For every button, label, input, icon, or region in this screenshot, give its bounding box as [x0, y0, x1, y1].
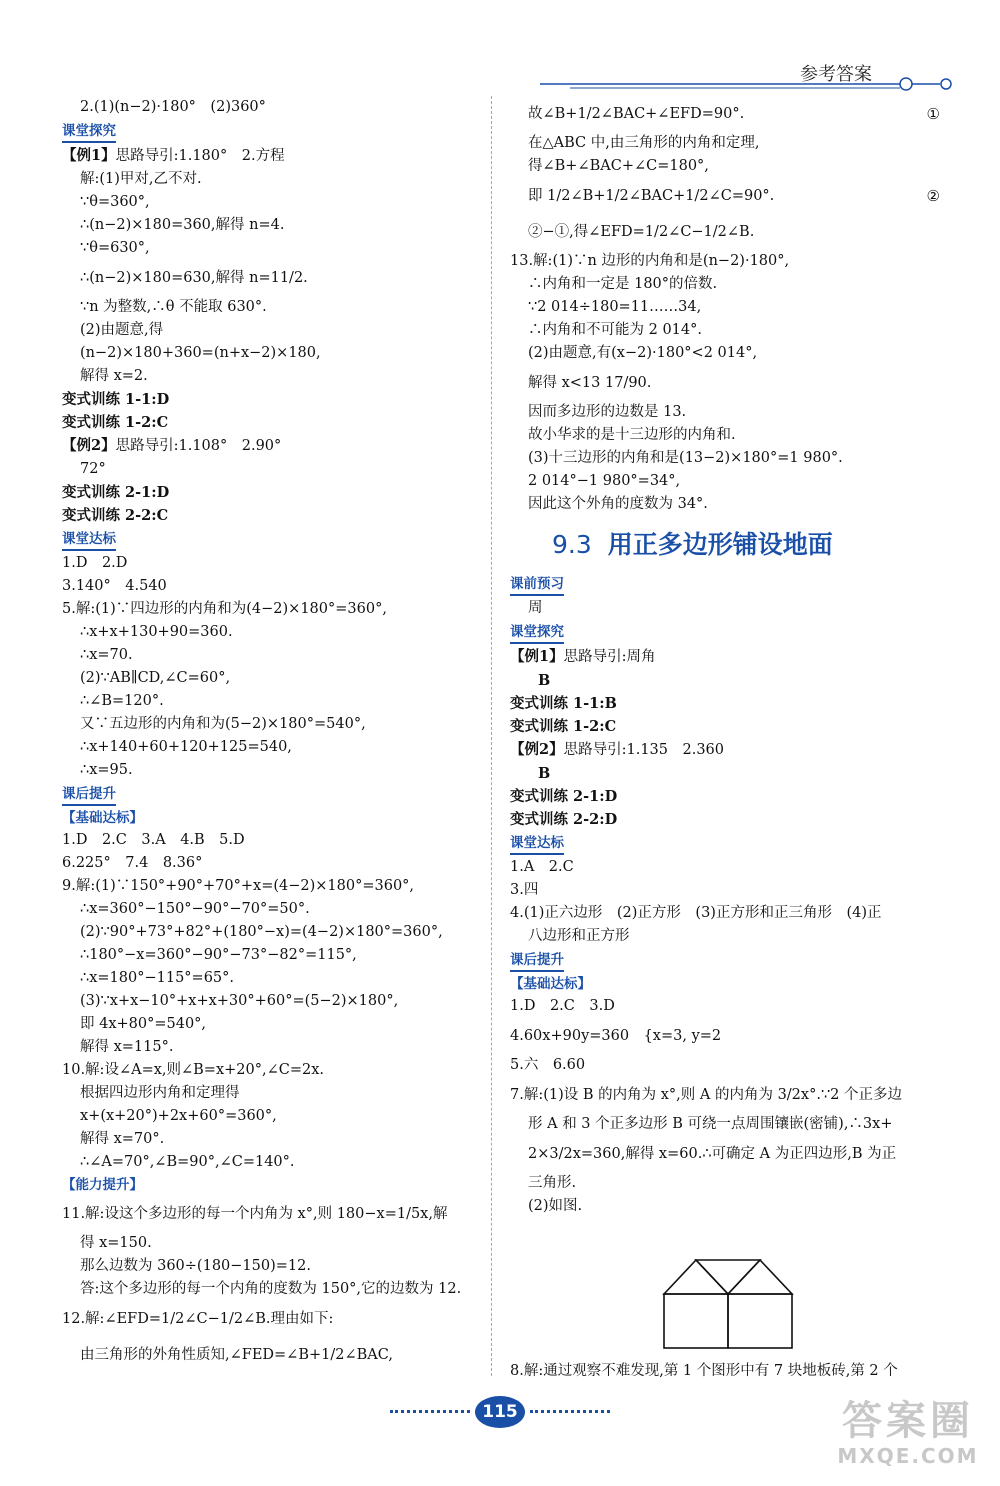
solution-line: 因而多边形的边数是 13.: [528, 404, 687, 420]
exercise-answer: 变式训练 1-1:B: [510, 695, 617, 712]
solution-line: 72°: [80, 461, 106, 477]
exercise-answer: 变式训练 2-2:C: [62, 507, 169, 524]
section-heading: 课前预习: [510, 572, 940, 597]
answer-line: 1.D 2.C 3.D: [510, 998, 615, 1014]
solution-line: 10.解:设∠A=x,则∠B=x+20°,∠C=2x.: [62, 1062, 324, 1078]
solution-line: (2)∵90°+73°+82°+(180°−x)=(4−2)×180°=360°,: [80, 924, 443, 940]
subsection-heading: 【基础达标】: [62, 810, 143, 826]
right-column: [510, 96, 940, 1218]
answer-line: 1.A 2.C: [510, 859, 574, 875]
exercise-answer: 变式训练 2-1:D: [510, 788, 618, 805]
solution-line: 13.解:(1)∵n 边形的内角和是(n−2)·180°,: [510, 253, 790, 269]
exercise-answer: 变式训练 2-2:D: [510, 811, 618, 828]
example-line: 【例1】思路导引:周角: [510, 648, 656, 665]
solution-line: 7.解:(1)设 B 的内角为 x°,则 A 的内角为 3/2x°.∵2 个正多边: [510, 1087, 903, 1103]
solution-line: 2 014°−1 980°=34°,: [528, 473, 681, 489]
solution-line: ∴∠B=120°.: [80, 693, 164, 709]
footer-dots-right: [530, 1410, 610, 1417]
example-line: 【例2】思路导引:1.135 2.360: [510, 741, 724, 758]
answer-line: 4.(1)正六边形 (2)正方形 (3)正方形和正三角形 (4)正: [510, 905, 882, 921]
page-header-title: 参考答案: [800, 64, 872, 85]
solution-line: ∴∠A=70°,∠B=90°,∠C=140°.: [80, 1154, 295, 1170]
watermark: 答案圈 MXQE.COM: [837, 1398, 979, 1468]
solution-line: ∵θ=360°,: [80, 194, 150, 210]
solution-line: 三角形.: [528, 1175, 577, 1191]
column-divider: [491, 96, 492, 1376]
footer-dots-left: [390, 1410, 470, 1417]
example-line: 【例1】思路导引:1.180° 2.方程: [62, 147, 285, 164]
header-ornament: [540, 74, 960, 94]
solution-line: 11.解:设这个多边形的每一个内角为 x°,则 180−x=1/5x,解: [62, 1206, 448, 1222]
solution-line: 解得 x=2.: [80, 368, 148, 384]
section-heading: 课堂探究: [510, 620, 940, 645]
answer-line: 3.140° 4.540: [62, 578, 167, 594]
subsection-heading: 【能力提升】: [62, 1177, 143, 1193]
solution-line: 在△ABC 中,由三角形的内角和定理,: [528, 135, 760, 151]
solution-line: ∴x=180°−115°=65°.: [80, 970, 235, 986]
section-heading: 课后提升: [62, 782, 482, 807]
answer-line: 6.225° 7.4 8.36°: [62, 855, 203, 871]
solution-line: 9.解:(1)∵150°+90°+70°+x=(4−2)×180°=360°,: [62, 878, 415, 894]
solution-line: 8.解:通过观察不难发现,第 1 个图形中有 7 块地板砖,第 2 个: [510, 1363, 898, 1379]
solution-line: 解得 x=70°.: [80, 1131, 165, 1147]
solution-line: ∴内角和一定是 180°的倍数.: [528, 276, 718, 292]
solution-line: ∴内角和不可能为 2 014°.: [528, 322, 702, 338]
solution-line: ∴x+140+60+120+125=540,: [80, 739, 292, 755]
solution-line: 根据四边形内角和定理得: [80, 1085, 240, 1101]
solution-line: 得∠B+∠BAC+∠C=180°,: [528, 158, 709, 174]
exercise-answer: 变式训练 2-1:D: [62, 484, 170, 501]
section-heading: 课堂达标: [510, 831, 940, 856]
equation-marker: ②: [926, 187, 940, 205]
solution-line: 即 1/2∠B+1/2∠BAC+1/2∠C=90°. ②: [510, 178, 940, 214]
solution-line: ∴(n−2)×180=360,解得 n=4.: [80, 217, 285, 233]
solution-line: 5.解:(1)∵四边形的内角和为(4−2)×180°=360°,: [62, 601, 387, 617]
section-heading: 课堂达标: [62, 527, 482, 552]
solution-line: ∴x=95.: [80, 762, 133, 778]
solution-line: (3)十三边形的内角和是(13−2)×180°=1 980°.: [528, 450, 843, 466]
chapter-title: 9.3 用正多边形铺设地面: [552, 530, 833, 559]
answer-line: 4.60x+90y=360 {x=3, y=2: [510, 1028, 722, 1044]
solution-line: 故小华求的是十三边形的内角和.: [528, 427, 736, 443]
exercise-answer: 变式训练 1-1:D: [62, 391, 170, 408]
solution-line: 形 A 和 3 个正多边形 B 可绕一点周围镶嵌(密铺),∴3x+: [528, 1116, 893, 1132]
solution-line: (2)∵AB∥CD,∠C=60°,: [80, 670, 231, 686]
solution-line: ∵θ=630°,: [80, 240, 150, 256]
answer-line: 1.D 2.D: [62, 555, 128, 571]
solution-line: 答:这个多边形的每一个内角的度数为 150°,它的边数为 12.: [80, 1281, 462, 1297]
solution-line: ∴180°−x=360°−90°−73°−82°=115°,: [80, 947, 357, 963]
solution-line: ∴x+x+130+90=360.: [80, 624, 233, 640]
page-number: 115: [475, 1396, 525, 1428]
solution-line: 得 x=150.: [80, 1235, 152, 1251]
answer-line: 八边形和正方形: [528, 928, 630, 944]
section-heading: 课后提升: [510, 948, 940, 973]
solution-line: 因此这个外角的度数为 34°.: [528, 496, 708, 512]
answer-line: 1.D 2.C 3.A 4.B 5.D: [62, 832, 245, 848]
solution-line: 那么边数为 360÷(180−150)=12.: [80, 1258, 311, 1274]
solution-line: (2)如图.: [528, 1198, 583, 1214]
solution-line: x+(x+20°)+2x+60°=360°,: [80, 1108, 277, 1124]
left-column: [62, 96, 482, 1373]
solution-line: 解:(1)甲对,乙不对.: [80, 171, 202, 187]
solution-line: (n−2)×180+360=(n+x−2)×180,: [80, 345, 321, 361]
solution-line: ∴x=70.: [80, 647, 133, 663]
solution-line: ∵n 为整数,∴θ 不能取 630°.: [80, 299, 267, 315]
section-heading: 课堂探究: [62, 119, 482, 144]
answer-line: B: [538, 672, 551, 689]
answer-line: 3.四: [510, 882, 539, 898]
solution-line: ∴x=360°−150°−90°−70°=50°.: [80, 901, 310, 917]
solution-line: ∵2 014÷180=11……34,: [528, 299, 702, 315]
solution-line: (2)由题意,得: [80, 322, 164, 338]
answer-line: 2.(1)(n−2)·180° (2)360°: [80, 99, 266, 115]
solution-line: 又∵五边形的内角和为(5−2)×180°=540°,: [80, 716, 366, 732]
solution-line: 解得 x<13 17/90.: [528, 375, 652, 391]
solution-line: ②−①,得∠EFD=1/2∠C−1/2∠B.: [528, 224, 755, 240]
tiling-figure: [660, 1258, 800, 1350]
solution-line: 解得 x=115°.: [80, 1039, 174, 1055]
solution-line: 2×3/2x=360,解得 x=60.∴可确定 A 为正四边形,B 为正: [528, 1146, 897, 1162]
subsection-heading: 【基础达标】: [510, 976, 591, 992]
solution-line: (3)∵x+x−10°+x+x+30°+60°=(5−2)×180°,: [80, 993, 399, 1009]
example-line: 【例2】思路导引:1.108° 2.90°: [62, 437, 282, 454]
solution-line: (2)由题意,有(x−2)·180°<2 014°,: [528, 345, 758, 361]
solution-line: 故∠B+1/2∠BAC+∠EFD=90°. ①: [510, 96, 940, 132]
equation-marker: ①: [926, 105, 940, 123]
exercise-answer: 变式训练 1-2:C: [510, 718, 617, 735]
answer-line: 周: [528, 600, 543, 616]
solution-line: 即 4x+80°=540°,: [80, 1016, 207, 1032]
exercise-answer: 变式训练 1-2:C: [62, 414, 169, 431]
solution-line: ∴(n−2)×180=630,解得 n=11/2.: [80, 270, 308, 286]
answer-line: 5.六 6.60: [510, 1057, 586, 1073]
answer-line: B: [538, 765, 551, 782]
solution-line: 由三角形的外角性质知,∠FED=∠B+1/2∠BAC,: [80, 1347, 393, 1363]
solution-line: 12.解:∠EFD=1/2∠C−1/2∠B.理由如下:: [62, 1311, 334, 1327]
